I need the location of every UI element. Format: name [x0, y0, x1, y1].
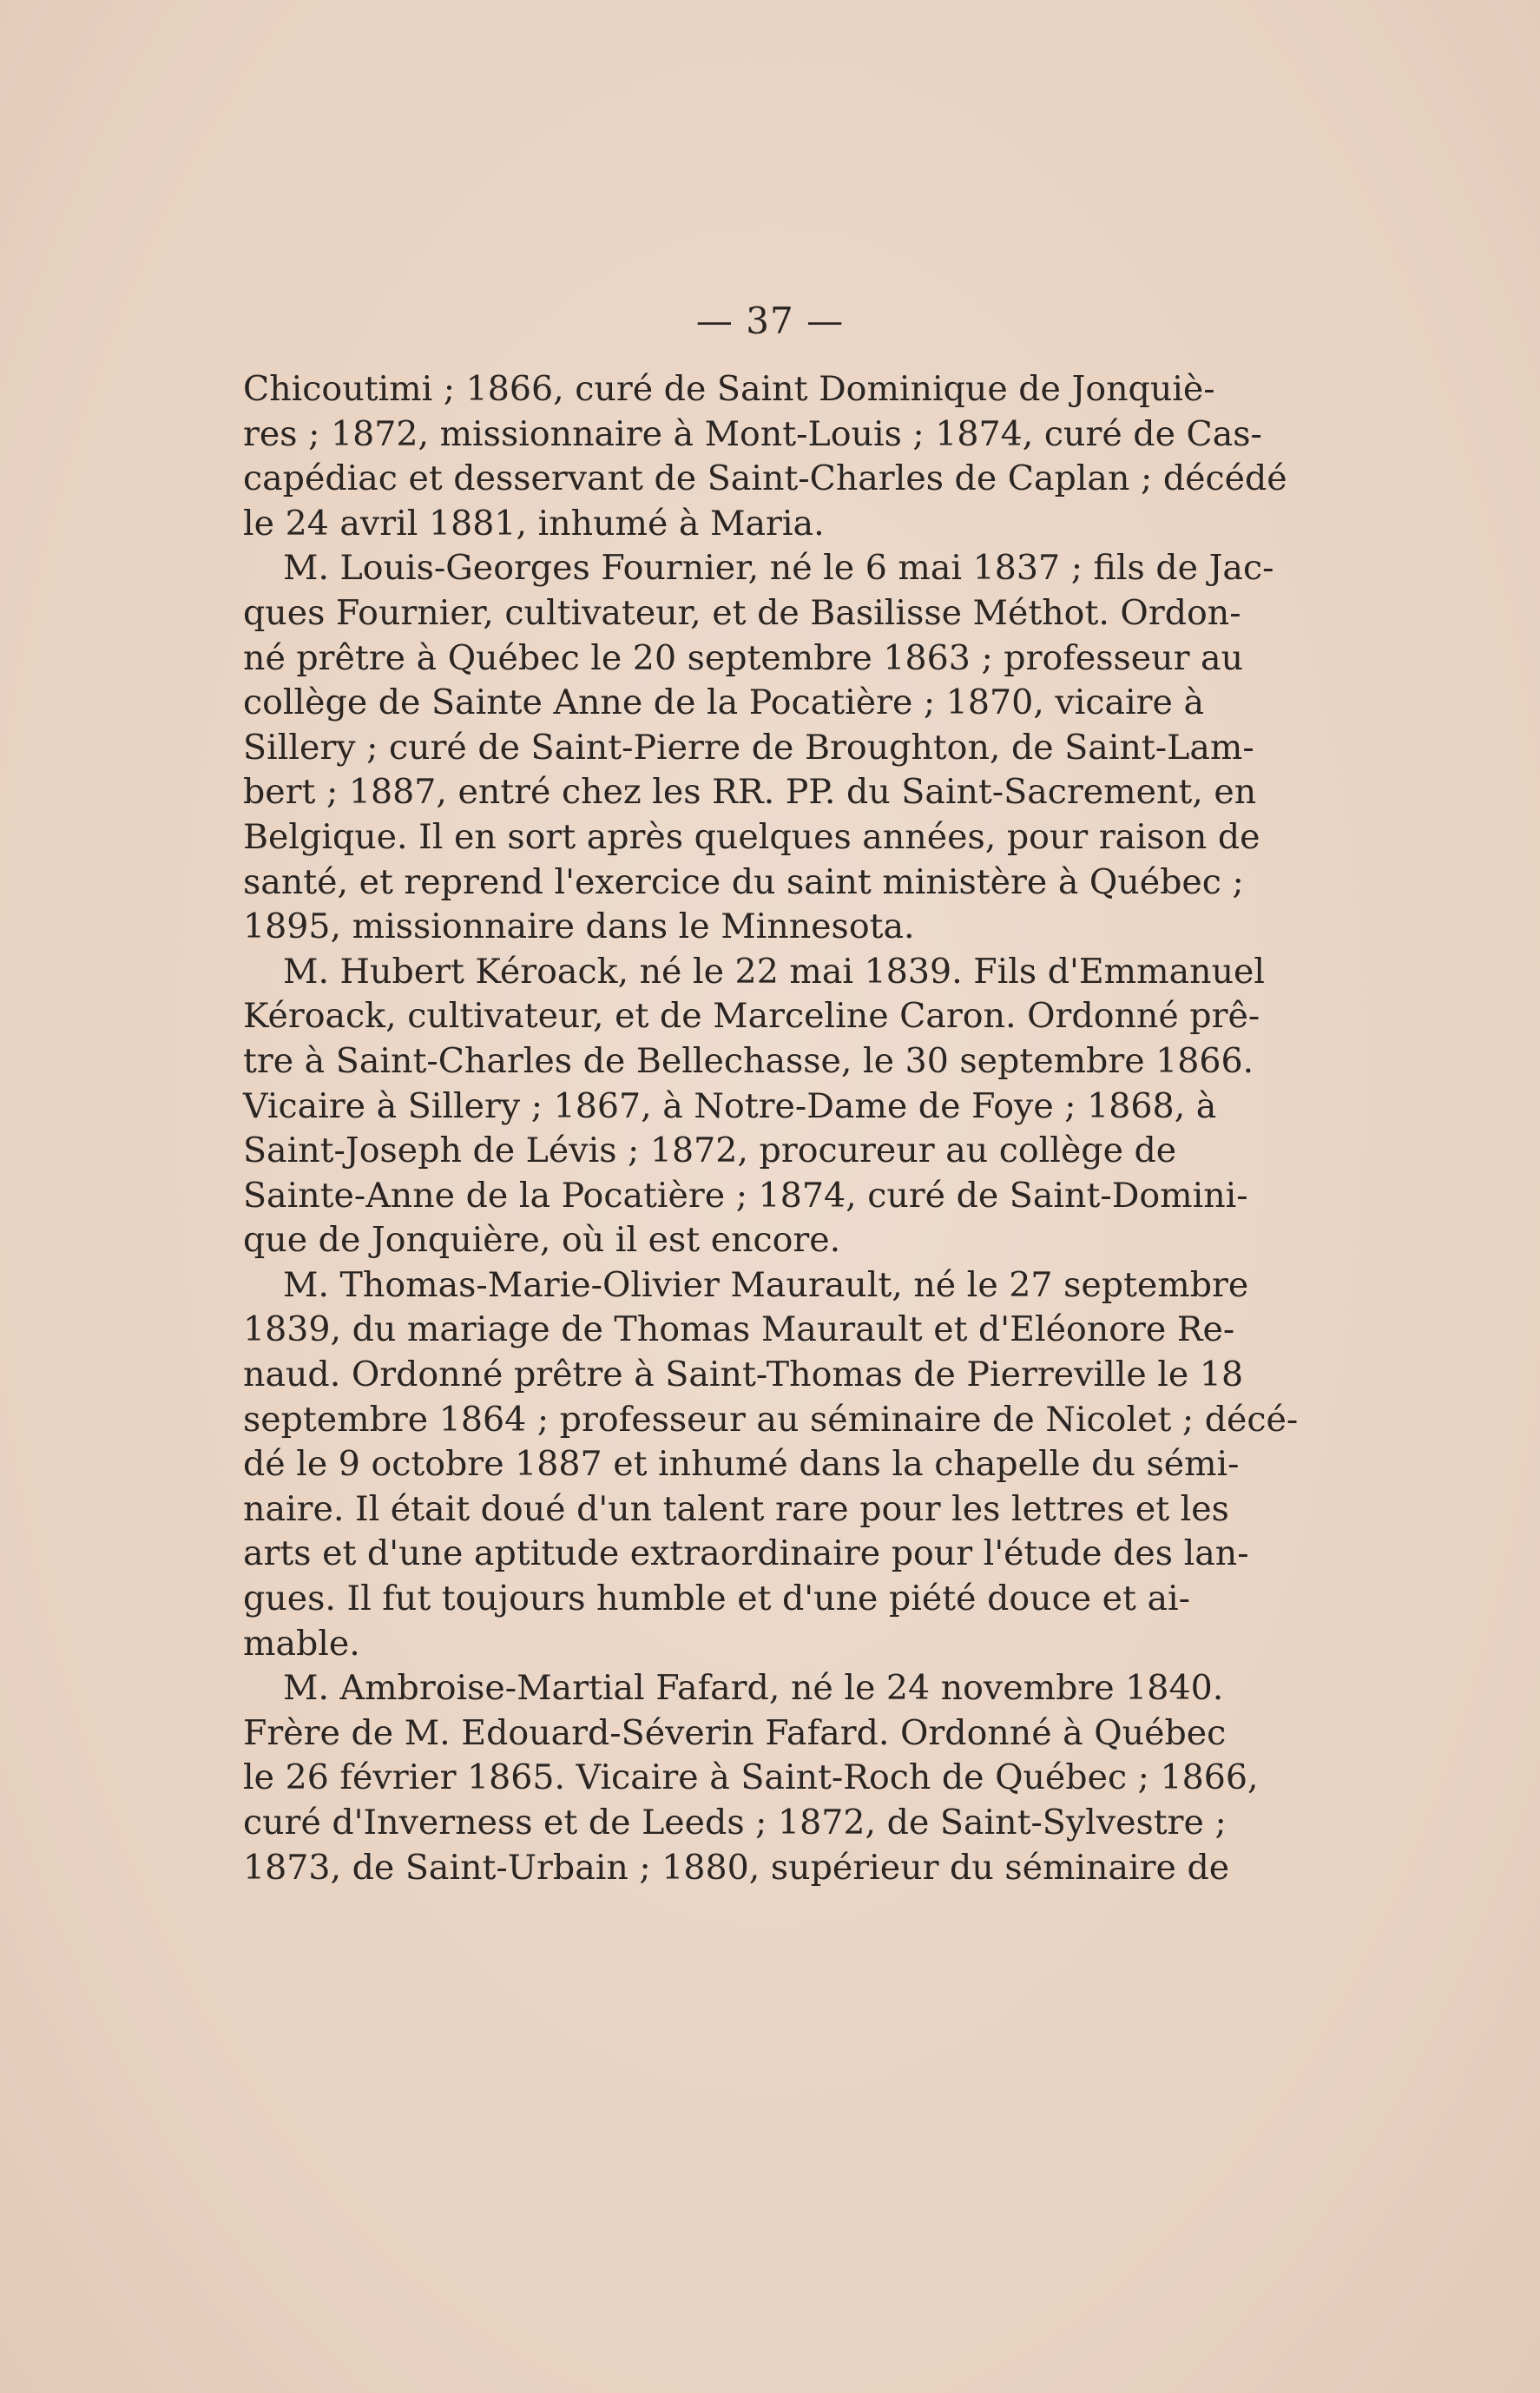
paragraph	[243, 1666, 1259, 1890]
text-line: né prêtre à Québec le 20 septembre 1863 ; professeur au	[243, 637, 1244, 678]
text-line: Belgique. Il en sort après quelques années, pour raison de	[243, 816, 1260, 857]
text-line: 1839, du mariage de Thomas Maurault et d'Eléonore Re-	[243, 1309, 1235, 1350]
body-text	[243, 367, 1299, 1890]
text-line: que de Jonquière, où il est encore.	[243, 1220, 841, 1261]
text-line: Chicoutimi ; 1866, curé de Saint Dominique de Jonquiè-	[243, 369, 1215, 409]
text-line: res ; 1872, missionnaire à Mont-Louis ; 1874, curé de Cas-	[243, 413, 1262, 454]
text-line: naire. Il était doué d'un talent rare pour les lettres et les	[243, 1488, 1229, 1529]
text-line: dé le 9 octobre 1887 et inhumé dans la chapelle du sémi-	[243, 1444, 1240, 1485]
text-line: le 24 avril 1881, inhumé à Maria.	[243, 503, 825, 544]
text-line: mable.	[243, 1623, 360, 1664]
paragraph	[243, 367, 1287, 546]
text-line: capédiac et desservant de Saint-Charles de Caplan ; décédé	[243, 458, 1287, 499]
text-line: arts et d'une aptitude extraordinaire pour l'étude des lan-	[243, 1533, 1249, 1574]
paragraph	[243, 950, 1266, 1263]
text-line: M. Thomas-Marie-Olivier Maurault, né le 27 septembre	[283, 1264, 1249, 1305]
text-line: Sillery ; curé de Saint-Pierre de Broughton, de Saint-Lam-	[243, 727, 1254, 768]
text-line: M. Ambroise-Martial Fafard, né le 24 novembre 1840.	[283, 1668, 1224, 1709]
text-line: 1873, de Saint-Urbain ; 1880, supérieur du séminaire de	[243, 1847, 1230, 1888]
text-line: collège de Sainte Anne de la Pocatière ; 1870, vicaire à	[243, 682, 1205, 723]
text-line: naud. Ordonné prêtre à Saint-Thomas de Pierreville le 18	[243, 1355, 1244, 1395]
text-line: ques Fournier, cultivateur, et de Basilisse Méthot. Ordon-	[243, 592, 1241, 633]
text-line: tre à Saint-Charles de Bellechasse, le 30 septembre 1866.	[243, 1040, 1254, 1081]
text-line: Kéroack, cultivateur, et de Marceline Caron. Ordonné prê-	[243, 996, 1260, 1037]
paragraph	[243, 546, 1274, 949]
text-line: le 26 février 1865. Vicaire à Saint-Roch de Québec ; 1866,	[243, 1757, 1259, 1798]
paragraph	[243, 1263, 1299, 1666]
text-line: bert ; 1887, entré chez les RR. PP. du Saint-Sacrement, en	[243, 772, 1257, 813]
text-line: gues. Il fut toujours humble et d'une piété douce et ai-	[243, 1579, 1190, 1619]
text-line: 1895, missionnaire dans le Minnesota.	[243, 906, 915, 947]
text-line: Frère de M. Edouard-Séverin Fafard. Ordonné à Québec	[243, 1712, 1227, 1753]
text-line: M. Louis-Georges Fournier, né le 6 mai 1837 ; fils de Jac-	[283, 548, 1274, 589]
text-line: Sainte-Anne de la Pocatière ; 1874, curé de Saint-Domini-	[243, 1175, 1248, 1216]
text-line: septembre 1864 ; professeur au séminaire de Nicolet ; décé-	[243, 1399, 1299, 1440]
text-line: curé d'Inverness et de Leeds ; 1872, de Saint-Sylvestre ;	[243, 1803, 1227, 1843]
text-line: Saint-Joseph de Lévis ; 1872, procureur au collège de	[243, 1131, 1177, 1171]
text-line: santé, et reprend l'exercice du saint ministère à Québec ;	[243, 861, 1244, 902]
page-number: — 37 —	[695, 300, 845, 342]
text-line: M. Hubert Kéroack, né le 22 mai 1839. Fils d'Emmanuel	[283, 951, 1266, 992]
text-line: Vicaire à Sillery ; 1867, à Notre-Dame de Foye ; 1868, à	[243, 1085, 1217, 1126]
